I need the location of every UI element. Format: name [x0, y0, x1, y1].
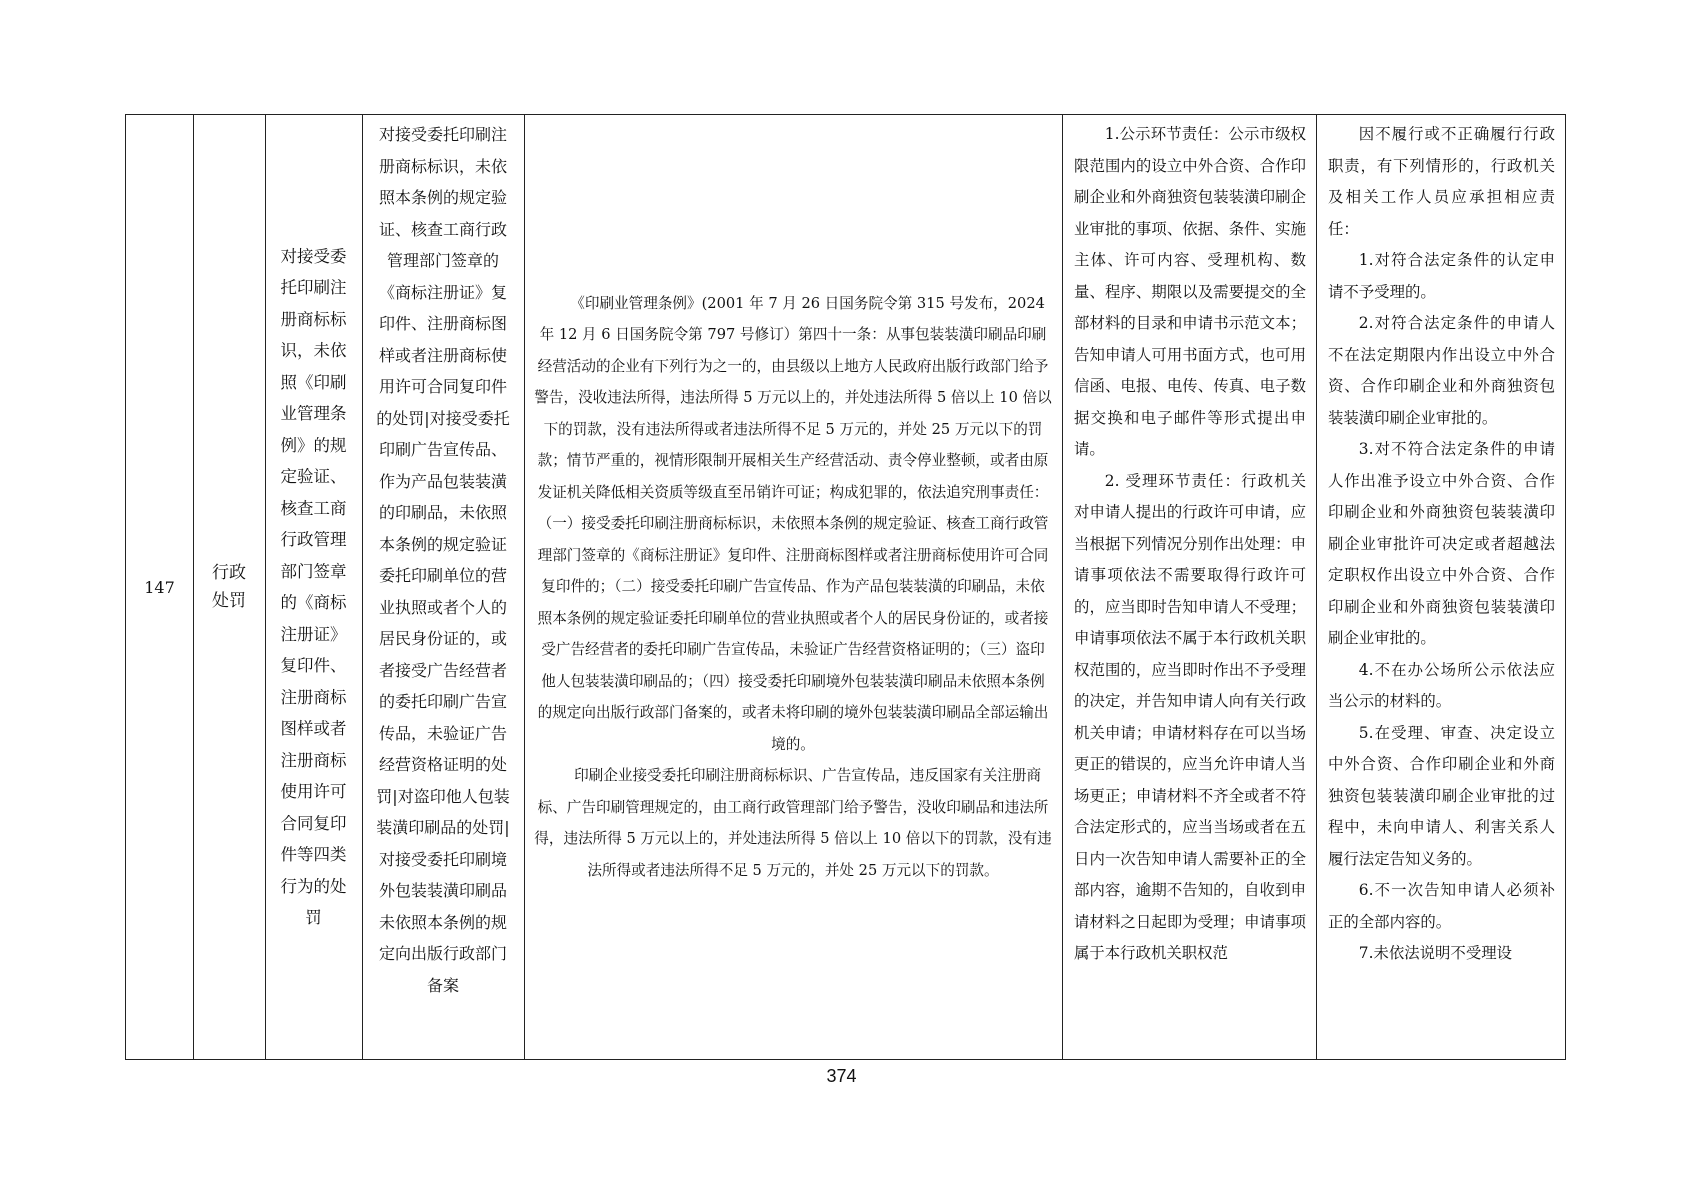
item-name: 对接受委托印刷注册商标标识，未依照《印刷业管理条例》的规定验证、核查工商行政管理部门签章的《商标注册证》复印件、注册商标图样或者注册商标使用许可合同复印件等四类行为的处罚: [280, 246, 347, 927]
item-name-cell: [265, 115, 362, 1059]
accountability-item: 5.在受理、审查、决定设立中外合资、合作印刷企业和外商独资包装装潢印刷企业审批的过程中，未向申请人、利害关系人履行法定告知义务的。: [1328, 723, 1555, 868]
accountability-cell: [1316, 115, 1567, 1059]
legal-basis-paragraph: 《印刷业管理条例》(2001 年 7 月 26 日国务院令第 315 号发布，2024 年 12 月 6 日国务院令第 797 号修订）第四十一条：从事包装装潢印刷品印刷经营活动的企业有下列行为之一的，由县级以上地方人民政府出版行政部门给予警告，没收违法所得，违法所得 5 万元以上的，并处违法所得 5 倍以上 10 倍以下的罚款，没有违法所得或者违法所得不足 5 万元的，并处 25 万元以下的罚款；情节严重的，视情形限制开展相关生产经营活动、责令停业整顿，或者由原发证机关降低相关资质等级直至吊销许可证；构成犯罪的，依法追究刑事责任：（一）接受委托印刷注册商标标识，未依照本条例的规定验证、核查工商行政管理部门签章的《商标注册证》复印件、注册商标图样或者注册商标使用许可合同复印件的；（二）接受委托印刷广告宣传品、作为产品包装装潢的印刷品，未依照本条例的规定验证委托印刷单位的营业执照或者个人的居民身份证的，或者接受广告经营者的委托印刷广告宣传品，未验证广告经营资格证明的；（三）盗印他人包装装潢印刷品的；（四）接受委托印刷境外包装装潢印刷品未依照本条例的规定向出版行政部门备案的，或者未将印刷的境外包装装潢印刷品全部运输出境的。: [534, 294, 1052, 753]
responsibility-paragraph: 2. 受理环节责任：行政机关对申请人提出的行政许可申请，应当根据下列情况分别作出处理：申请事项依法不需要取得行政许可的，应当即时告知申请人不受理；申请事项依法不属于本行政机关职权范围的，应当即时作出不予受理的决定，并告知申请人向有关行政机关申请；申请材料存在可以当场更正的错误的，应当允许申请人当场更正；申请材料不齐全或者不符合法定形式的，应当当场或者在五日内一次告知申请人需要补正的全部内容，逾期不告知的，自收到申请材料之日起即为受理；申请事项属于本行政机关职权范: [1074, 471, 1306, 962]
row-number: 147: [144, 577, 175, 597]
sub-items-cell: [362, 115, 524, 1059]
accountability-intro: 因不履行或不正确履行行政职责，有下列情形的，行政机关及相关工作人员应承担相应责任：: [1328, 125, 1555, 238]
row-number-cell: [126, 115, 193, 1059]
accountability-item: 1.对符合法定条件的认定申请不予受理的。: [1328, 251, 1555, 301]
sub-items: 对接受委托印刷注册商标标识，未依照本条例的规定验证、核查工商行政管理部门签章的《商标注册证》复印件、注册商标图样或者注册商标使用许可合同复印件的处罚|对接受委托印刷广告宣传品、作为产品包装装潢的印刷品，未依照本条例的规定验证委托印刷单位的营业执照或者个人的居民身份证的，或者接受广告经营者的委托印刷广告宣传品，未验证广告经营资格证明的处罚|对盗印他人包装装潢印刷品的处罚|对接受委托印刷境外包装装潢印刷品未依照本条例的规定向出版行政部门备案: [376, 125, 510, 995]
category: 行政处罚: [212, 563, 246, 611]
accountability-item: 6.不一次告知申请人必须补正的全部内容的。: [1328, 881, 1555, 931]
accountability-item: 7.未依法说明不受理设: [1358, 944, 1512, 962]
legal-basis-cell: [524, 115, 1062, 1059]
accountability-item: 3.对不符合法定条件的申请人作出准予设立中外合资、合作印刷企业和外商独资包装装潢印刷企业审批许可决定或者超越法定职权作出设立中外合资、合作印刷企业和外商独资包装装潢印刷企业审批的。: [1328, 440, 1555, 647]
accountability-item: 4.不在办公场所公示依法应当公示的材料的。: [1328, 660, 1555, 710]
data-table: [125, 114, 1566, 1060]
responsibility-cell: [1062, 115, 1316, 1059]
responsibility-paragraph: 1.公示环节责任：公示市级权限范围内的设立中外合资、合作印刷企业和外商独资包装装潢印刷企业审批的事项、依据、条件、实施主体、许可内容、受理机构、数量、程序、期限以及需要提交的全部材料的目录和申请书示范文本；告知申请人可用书面方式，也可用信函、电报、电传、传真、电子数据交换和电子邮件等形式提出申请。: [1074, 125, 1306, 458]
category-cell: [193, 115, 265, 1059]
page-number: 374: [826, 1066, 857, 1086]
accountability-item: 2.对符合法定条件的申请人不在法定期限内作出设立中外合资、合作印刷企业和外商独资包装装潢印刷企业审批的。: [1328, 314, 1555, 427]
legal-basis-paragraph: 印刷企业接受委托印刷注册商标标识、广告宣传品，违反国家有关注册商标、广告印刷管理规定的，由工商行政管理部门给予警告，没收印刷品和违法所得，违法所得 5 万元以上的，并处违法所得 5 倍以上 10 倍以下的罚款，没有违法所得或者违法所得不足 5 万元的，并处 25 万元以下的罚款。: [534, 767, 1052, 879]
